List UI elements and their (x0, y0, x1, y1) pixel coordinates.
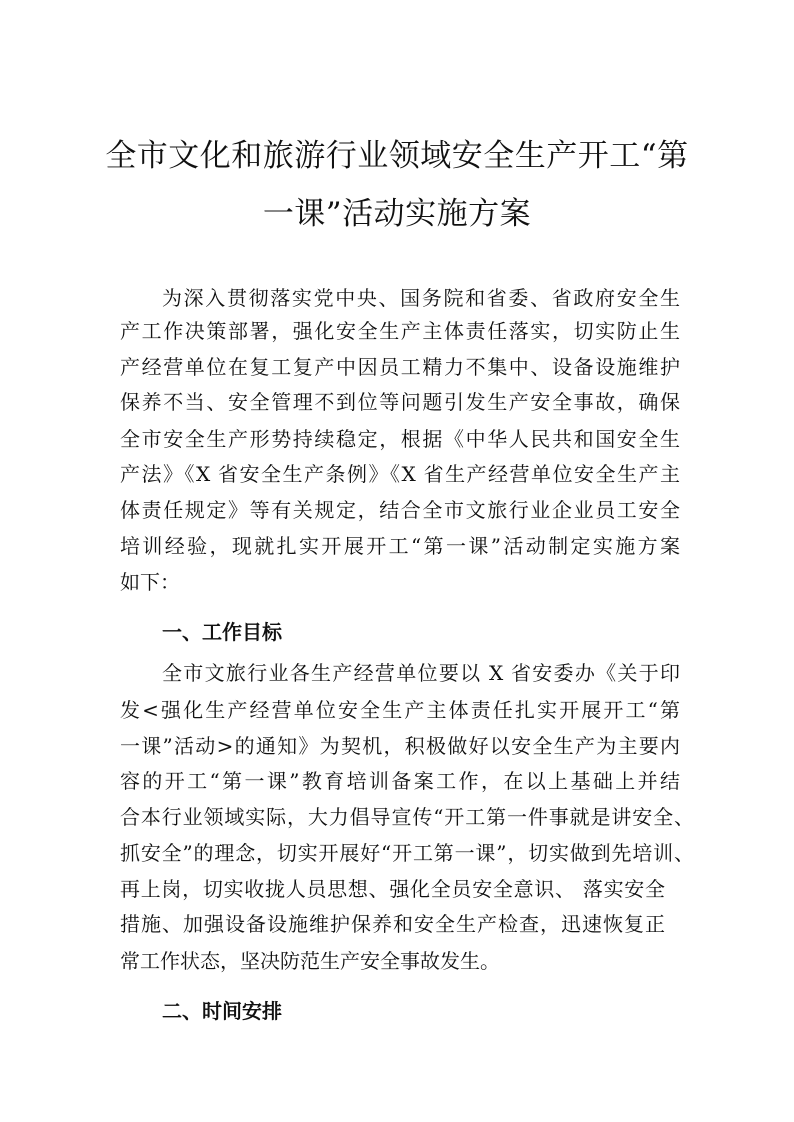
paragraph-line: 合本行业领域实际，大力倡导宣传“开工第一件事就是讲安全、 (120, 805, 694, 829)
section-heading-schedule: 二、时间安排 (162, 999, 282, 1023)
section-heading-goals: 一、工作目标 (162, 620, 282, 644)
paragraph-line: 容的开工“第一课”教育培训备案工作，在以上基础上并结 (120, 769, 680, 793)
paragraph-line: 措施、加强设备设施维护保养和安全生产检查，迅速恢复正 (120, 912, 665, 936)
paragraph-line: 常工作状态，坚决防范生产安全事故发生。 (120, 949, 500, 973)
paragraph-line: 再上岗，切实收拢人员思想、强化全员安全意识、 落实安全 (120, 877, 665, 901)
paragraph-line: 产工作决策部署，强化安全生产主体责任落实，切实防止生 (120, 319, 680, 343)
document-title-line-1: 全市文化和旅游行业领域安全生产开工“第 (105, 138, 689, 174)
paragraph-line: 产法》《X 省安全生产条例》《X 省生产经营单位安全生产主 (120, 462, 680, 486)
paragraph-line: 培训经验，现就扎实开展开工“第一课”活动制定实施方案 (120, 534, 680, 558)
paragraph-line: 抓安全”的理念，切实开展好“开工第一课”，切实做到先培训、 (120, 841, 694, 865)
document-title-line-2: 一课”活动实施方案 (262, 196, 532, 232)
paragraph-line: 体责任规定》等有关规定，结合全市文旅行业企业员工安全 (120, 498, 680, 522)
paragraph-line: 如下： (120, 570, 180, 594)
paragraph-line: 为深入贯彻落实党中央、国务院和省委、省政府安全生 (162, 286, 680, 310)
paragraph-line: 产经营单位在复工复产中因员工精力不集中、设备设施维护 (120, 355, 680, 379)
paragraph-line: 全市安全生产形势持续稳定，根据《中华人民共和国安全生 (120, 427, 680, 451)
paragraph-line: 保养不当、安全管理不到位等问题引发生产安全事故，确保 (120, 390, 680, 414)
paragraph-line: 全市文旅行业各生产经营单位要以 X 省安委办《关于印 (162, 661, 680, 685)
paragraph-line: 发<强化生产经营单位安全生产主体责任扎实开展开工“第 (120, 698, 680, 722)
paragraph-line: 一课”活动>的通知》为契机，积极做好以安全生产为主要内 (120, 734, 680, 758)
